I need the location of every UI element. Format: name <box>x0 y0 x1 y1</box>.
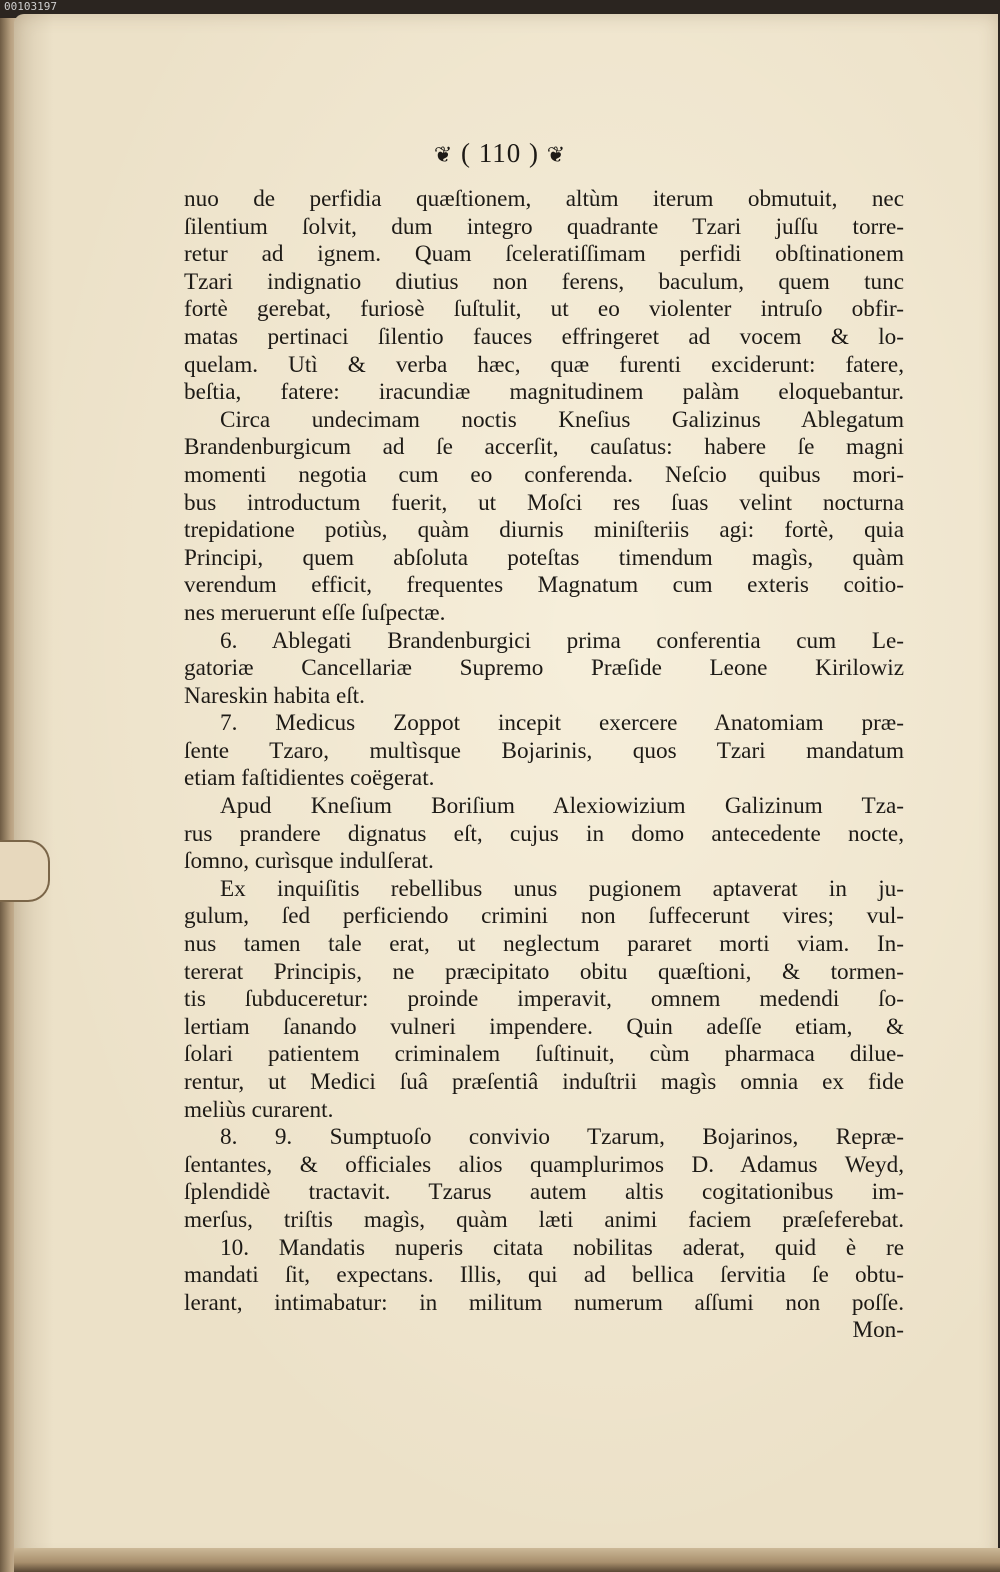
text-line: gulum, ſed perficiendo crimini non ſuffecerunt vires; vul- <box>184 903 904 930</box>
ornament-left-icon: ❦ <box>433 142 454 167</box>
text-line: ſplendidè tractavit. Tzarus autem altis cogitationibus im- <box>184 1179 904 1206</box>
text-line: Tzari indignatio diutius non ferens, baculum, quem tunc <box>184 268 904 295</box>
text-line: Principi, quem abſoluta poteſtas timendum magìs, quàm <box>184 544 904 571</box>
text-line: ſomno, curìsque indulſerat. <box>184 848 434 875</box>
text-line: Apud Kneſium Boriſium Alexiowizium Galizinum Tza- <box>220 793 904 820</box>
text-line: lertiam ſanando vulneri impendere. Quin adeſſe etiam, & <box>184 1013 904 1040</box>
text-line: Ex inquiſitis rebellibus unus pugionem aptaverat in ju- <box>220 875 904 902</box>
text-line: ſentantes, & officiales alios quamplurimos D. Adamus Weyd, <box>184 1151 904 1178</box>
text-line: tererat Principis, ne præcipitato obitu quæſtioni, & tormen- <box>184 958 904 985</box>
text-line: beſtia, fatere: iracundiæ magnitudinem palàm eloquebantur. <box>184 379 904 406</box>
text-line: bus introductum fuerit, ut Moſci res ſuas velint nocturna <box>184 489 904 516</box>
text-line: ſolari patientem criminalem ſuſtinuit, cùm pharmaca dilue- <box>184 1041 904 1068</box>
text-line: ſilentium ſolvit, dum integro quadrante Tzari juſſu torre- <box>184 213 904 240</box>
text-line: tis ſubduceretur: proinde imperavit, omnem medendi ſo- <box>184 986 904 1013</box>
text-line: 6. Ablegati Brandenburgici prima conferentia cum Le- <box>220 627 904 654</box>
text-line: ſente Tzaro, multìsque Bojarinis, quos Tzari mandatum <box>184 737 904 764</box>
text-line: rus prandere dignatus eſt, cujus in domo antecedente nocte, <box>184 820 904 847</box>
text-line: 7. Medicus Zoppot incepit exercere Anatomiam præ- <box>220 710 904 737</box>
page-header <box>0 138 1000 169</box>
text-line: nuo de perfidia quæſtionem, altùm iterum obmutuit, nec <box>184 186 904 212</box>
text-line: Nareskin habita eſt. <box>184 682 365 709</box>
text-line: quelam. Utì & verba hæc, quæ furenti exciderunt: fatere, <box>184 351 904 378</box>
text-line: 10. Mandatis nuperis citata nobilitas aderat, quid è re <box>220 1234 904 1261</box>
text-line: Brandenburgicum ad ſe accerſit, cauſatus: habere ſe magni <box>184 434 904 461</box>
scan-id: 00103197 <box>4 0 57 13</box>
page-bottom-edge <box>14 1548 1000 1572</box>
text-line: nes meruerunt eſſe ſuſpectæ. <box>184 599 446 626</box>
text-line: gatoriæ Cancellariæ Supremo Præſide Leone Kirilowiz <box>184 655 904 682</box>
catchword: Mon- <box>852 1317 904 1344</box>
text-line: lerant, intimabatur: in militum numerum aſſumi non poſſe. <box>184 1289 904 1316</box>
text-line: etiam faſtidientes coëgerat. <box>184 765 435 792</box>
text-line: matas pertinaci ſilentio fauces effringeret ad vocem & lo- <box>184 323 904 350</box>
text-line: fortè gerebat, furiosè ſuſtulit, ut eo violenter intruſo obfir- <box>184 296 904 323</box>
ornament-right-icon: ❦ <box>546 142 567 167</box>
body-text <box>184 186 904 1345</box>
text-line: merſus, triſtis magìs, quàm læti animi faciem præſeferebat. <box>184 1206 904 1233</box>
page-number: ( 110 ) <box>461 138 539 168</box>
text-line: momenti negotia cum eo conferenda. Neſcio quibus mori- <box>184 461 904 488</box>
text-line: meliùs curarent. <box>184 1096 334 1123</box>
text-line: nus tamen tale erat, ut neglectum pararet morti viam. In- <box>184 931 904 958</box>
text-line: mandati ſit, expectans. Illis, qui ad bellica ſervitia ſe obtu- <box>184 1262 904 1289</box>
text-line: verendum efficit, frequentes Magnatum cum exteris coitio- <box>184 572 904 599</box>
page-tab-marker <box>0 840 50 902</box>
text-line: 8. 9. Sumptuoſo convivio Tzarum, Bojarinos, Repræ- <box>220 1124 904 1151</box>
text-line: Circa undecimam noctis Kneſius Galizinus Ablegatum <box>220 406 904 433</box>
text-line: trepidatione potiùs, quàm diurnis miniſteriis agi: fortè, quia <box>184 517 904 544</box>
text-line: rentur, ut Medici ſuâ præſentiâ induſtrii magìs omnia ex fide <box>184 1069 904 1095</box>
text-line: retur ad ignem. Quam ſceleratiſſimam perfidi obſtinationem <box>184 241 904 268</box>
